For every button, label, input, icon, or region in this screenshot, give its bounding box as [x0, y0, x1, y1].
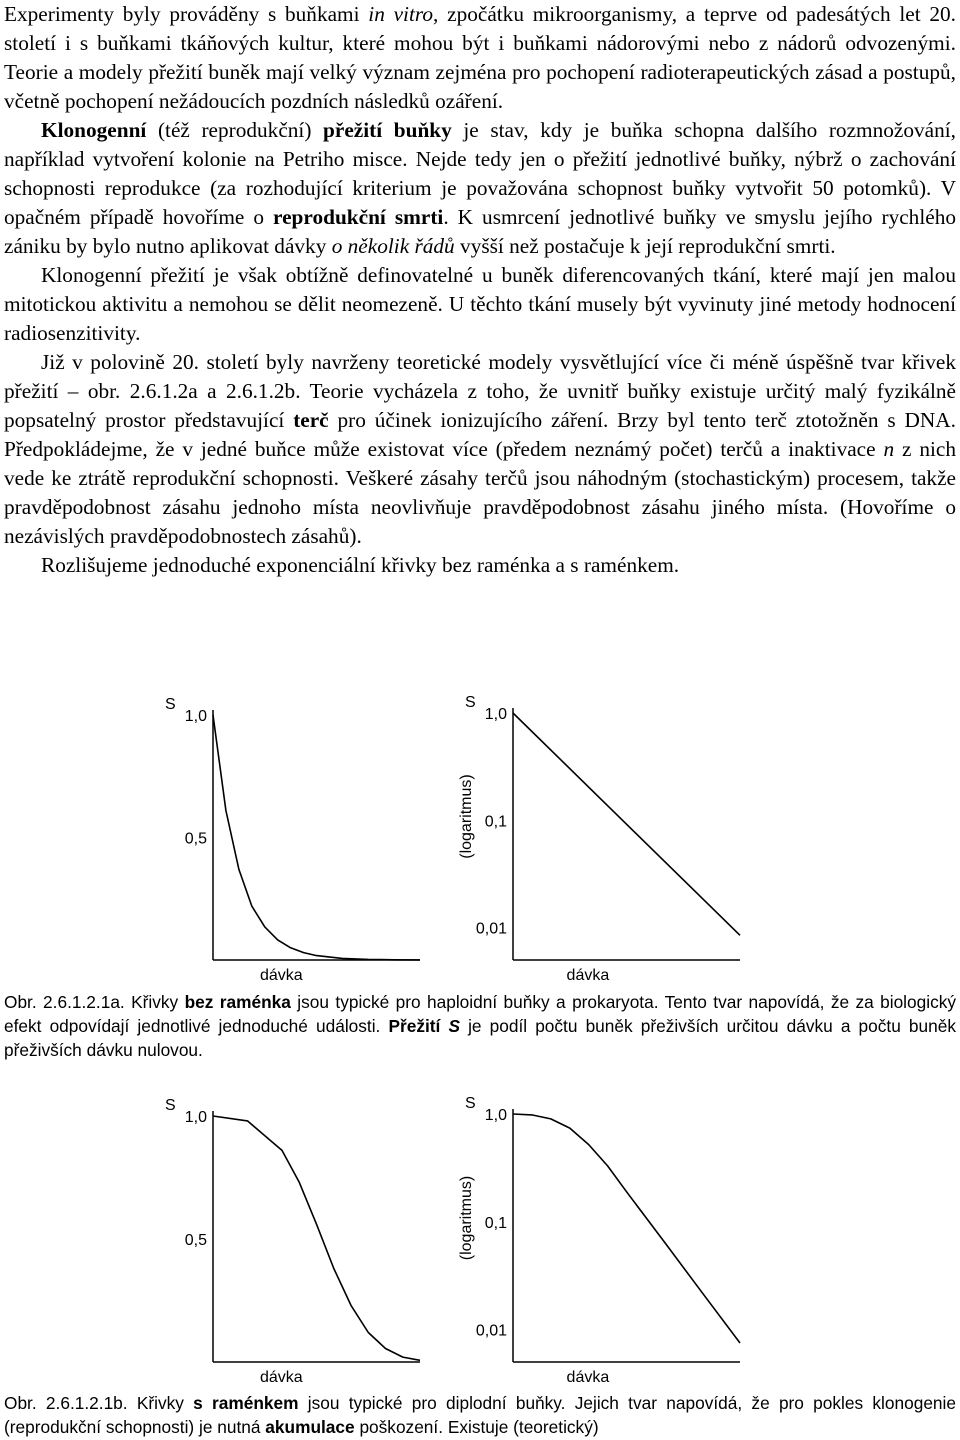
paragraph-1: Experimenty byly prováděny s buňkami in vitro, zpočátku mikroorganismy, a teprve od padesátých let 20. století i s buňkami tkáňových kultur, které mohou být i buňkami nádorovými nebo z nádorů odvozenými. Teorie a modely přežití buněk mají velký význam zejména pro pochopení radioterapeutických zásad a postupů, včetně pochopení nežádoucích pozdních následků ozáření.: [4, 2, 957, 113]
chart-2-y-label: S: [465, 694, 476, 711]
chart-1-series-line: [213, 715, 420, 960]
chart-3-y-tick-label: 1,0: [184, 1109, 207, 1126]
chart-2-series-line: [513, 713, 740, 935]
chart-1-x-label: dávka: [259, 967, 303, 984]
chart-3-y-tick-label: 0,5: [184, 1232, 207, 1249]
figure-caption-1: Obr. 2.6.1.2.1a. Křivky bez raménka jsou typické pro haploidní buňky a prokaryota. Tento tvar napovídá, že za biologický efekt odpovídají jednotlivé jednoduché události. Přežití S je podíl počtu buněk přeživších určitou dávku a počtu buněk přeživších dávku nulovou.: [4, 992, 957, 1060]
chart-2-y-tick-label: 0,01: [475, 920, 507, 938]
chart-4-y-axis-note: (logaritmus): [458, 1175, 475, 1261]
chart-3-y-label: S: [165, 1097, 176, 1114]
chart-4-y-label: S: [465, 1095, 476, 1112]
paragraph-3: Klonogenní přežití je však obtížně definovatelné u buněk diferencovaných tkání, které mají jen malou mitotickou aktivitu a nemohou se dělit neomezeně. U těchto tkání musely být vyvinuty jiné metody hodnocení radiosenzitivity.: [4, 263, 956, 345]
chart-3-series-line: [213, 1116, 420, 1360]
chart-2-y-tick-label: 1,0: [484, 706, 507, 723]
chart-4-series-line: [513, 1114, 740, 1343]
chart-2-x-label: dávka: [566, 967, 610, 984]
chart-4-x-label: dávka: [566, 1369, 610, 1386]
paragraph-5: Rozlišujeme jednoduché exponenciální křivky bez raménka a s raménkem.: [41, 553, 680, 577]
chart-1-y-tick-label: 1,0: [184, 708, 207, 725]
chart-1-y-tick-label: 0,5: [184, 830, 207, 848]
chart-4-y-tick-label: 1,0: [484, 1107, 507, 1124]
paragraph-4: Již v polovině 20. století byly navrženy teoretické modely vysvětlující více či méně úspěšně tvar křivek přežití – obr. 2.6.1.2a a 2.6.1.2b. Teorie vycházela z toho, že uvnitř buňky existuje určitý malý fyzikálně popsatelný prostor představující terč pro účinek ionizujícího záření. Brzy byl tento terč ztotožněn s DNA. Předpokládejme, že v jedné buňce může existovat více (předem neznámý počet) terčů a inaktivace n z nich vede ke ztrátě reprodukční schopnosti. Veškeré zásahy terčů jsou náhodným (stochastickým) procesem, takže pravděpodobnost zásahu jednoho místa neovlivňuje pravděpodobnost zásahu jiného místa. (Hovoříme o nezávislých pravděpodobnostech zásahů).: [4, 350, 956, 548]
chart-2-y-tick-label: 0,1: [484, 813, 507, 831]
chart-2-y-axis-note: (logaritmus): [458, 774, 475, 859]
chart-4-y-tick-label: 0,01: [475, 1322, 507, 1340]
chart-4-y-tick-label: 0,1: [484, 1214, 507, 1232]
chart-1-y-label: S: [165, 696, 176, 713]
figure-caption-2: Obr. 2.6.1.2.1b. Křivky s raménkem jsou typické pro diplodní buňky. Jejich tvar napovídá, že pro pokles klonogenie (reprodukční schopnosti) je nutná akumulace poškození. Existuje (teoretický): [4, 1393, 956, 1437]
chart-3-x-label: dávka: [259, 1369, 303, 1386]
paragraph-2: Klonogenní (též reprodukční) přežití buňky je stav, kdy je buňka schopna dalšího rozmnožování, například vytvoření kolonie na Petriho misce. Nejde tedy jen o přežití jednotlivé buňky, nýbrž o zachování schopnosti reprodukce (za rozhodující kriterium je považována schopnost buňky vytvořit 50 potomků). V opačném případě hovoříme o reprodukční smrti. K usmrcení jednotlivé buňky ve smyslu jejího rychlého zániku by bylo nutno aplikovat dávky o několik řádů vyšší než postačuje k její reprodukční smrti.: [4, 118, 956, 258]
